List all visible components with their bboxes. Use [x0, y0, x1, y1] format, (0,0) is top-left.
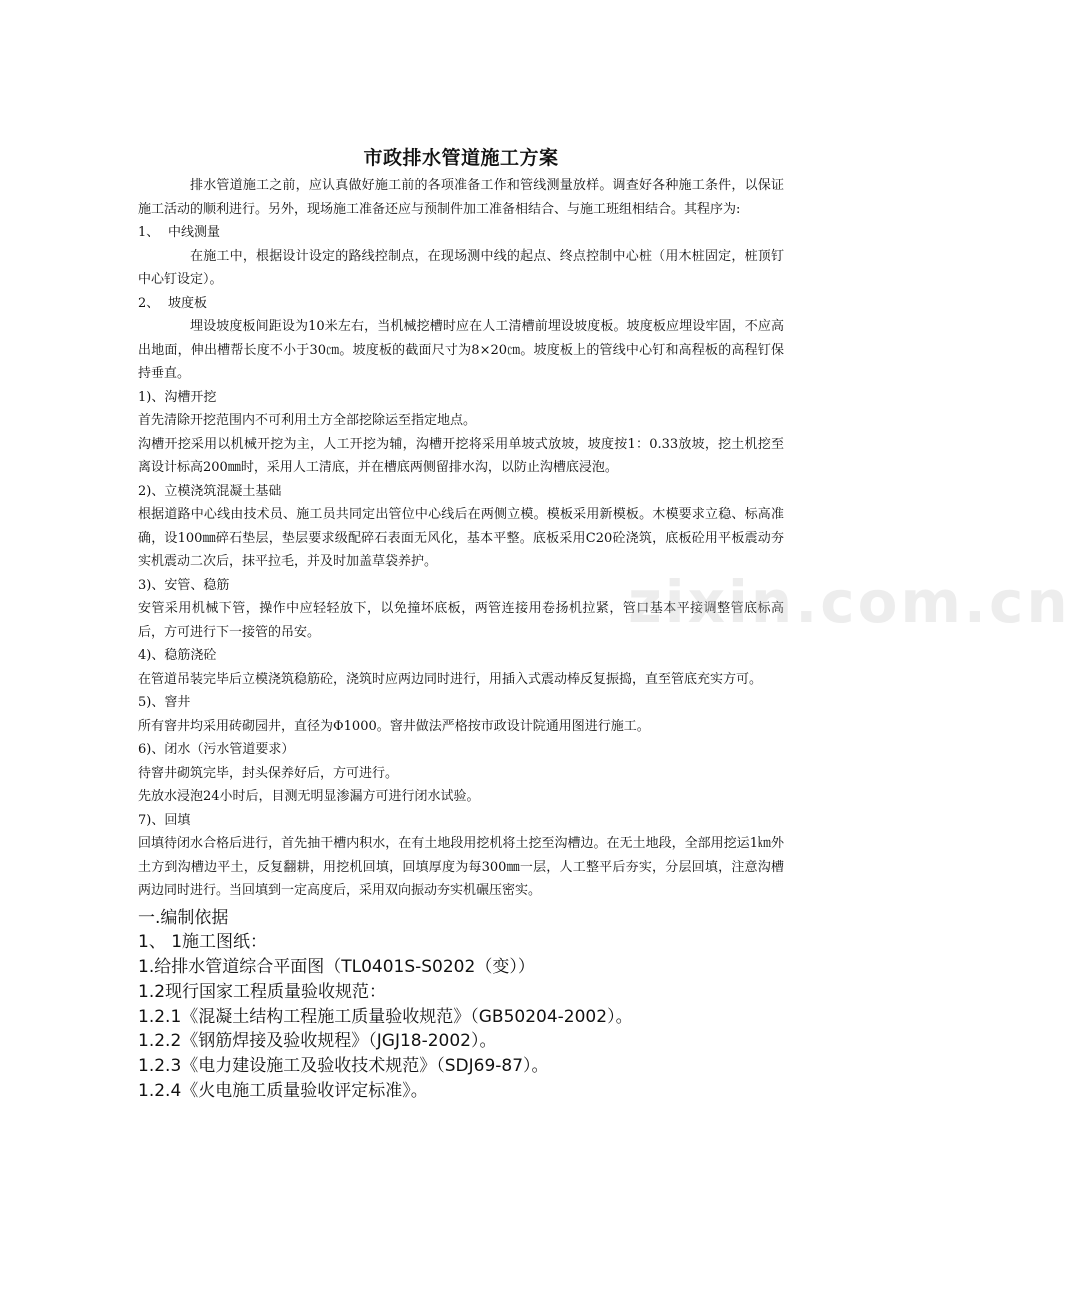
section-number: 2、: [138, 295, 160, 311]
basis-item: 1.2.3《电力建设施工及验收技术规范》（SDJ69-87）。: [138, 1056, 549, 1077]
step-heading: 5)、窨井: [138, 695, 191, 710]
section-body: 埋设坡度板间距设为10米左右，当机械挖槽时应在人工清槽前埋设坡度板。坡度板应埋设牢固，不应高出地面，伸出槽帮长度不小于30㎝。坡度板的截面尺寸为8×20㎝。坡度板上的管线中心钉和高程板的高程钉保持垂直。: [138, 319, 784, 381]
basis-item: 1.2.1《混凝土结构工程施工质量验收规范》（GB50204-2002）。: [138, 1006, 633, 1027]
basis-item: 1.2.2《钢筋焊接及验收规程》（JGJ18-2002）。: [138, 1031, 497, 1052]
step-paragraph: 待窨井砌筑完毕，封头保养好后，方可进行。: [138, 765, 399, 781]
basis-item: 1、 1施工图纸：: [138, 932, 268, 953]
basis-item: 1.2现行国家工程质量验收规范：: [138, 981, 387, 1002]
step-paragraph: 根据道路中心线由技术员、施工员共同定出管位中心线后在两侧立模。模板采用新模板。木模要求立稳、标高准确，设100㎜碎石垫层，垫层要求级配碎石表面无风化，基本平整。底板采用C20砼浇筑，底板砼用平板震动夯实机震动二次后，抹平拉毛，并及时加盖草袋养护。: [138, 507, 784, 569]
step-paragraph: 所有窨井均采用砖砌园井，直径为Φ1000。窨井做法严格按市政设计院通用图进行施工。: [138, 718, 650, 734]
section-heading: [138, 221, 784, 245]
step-paragraph: 回填待闭水合格后进行，首先抽干槽内积水，在有土地段用挖机将土挖至沟槽边。在无土地段，全部用挖运1㎞外土方到沟槽边平土，反复翻耕，用挖机回填，回填厚度为每300㎜一层，人工整平后夯实，分层回填，注意沟槽两边同时进行。当回填到一定高度后，采用双向振动夯实机碾压密实。: [138, 836, 784, 898]
document-title: 市政排水管道施工方案: [363, 147, 559, 169]
step-heading: 3)、安管、稳筋: [138, 577, 230, 593]
basis-item: 1.给排水管道综合平面图（TL0401S-S0202（变））: [138, 957, 535, 978]
watermark: zixin.com.cn: [628, 568, 1071, 636]
step-paragraph: 安管采用机械下管，操作中应轻轻放下，以免撞坏底板，两管连接用卷扬机拉紧，管口基本平接调整管底标高后，方可进行下一接管的吊安。: [138, 601, 784, 640]
step-paragraph: 在管道吊装完毕后立模浇筑稳筋砼，浇筑时应两边同时进行，用插入式震动棒反复振捣，直至管底充实方可。: [138, 671, 763, 687]
section-heading-text: 中线测量: [168, 225, 221, 240]
intro-paragraph: 排水管道施工之前，应认真做好施工前的各项准备工作和管线测量放样。调查好各种施工条件，以保证施工活动的顺利进行。另外，现场施工准备还应与预制件加工准备相结合、与施工班组相结合。其程序为:: [138, 178, 784, 217]
section-body: 在施工中，根据设计设定的路线控制点，在现场测中线的起点、终点控制中心桩（用木桩固定，桩顶钉中心钉设定）。: [138, 248, 784, 287]
step-heading: 2)、立模浇筑混凝土基础: [138, 483, 282, 499]
section-heading-text: 坡度板: [168, 295, 208, 311]
section-heading: [138, 292, 784, 316]
basis-item: 1.2.4《火电施工质量验收评定标准》。: [138, 1081, 428, 1102]
step-paragraph: 沟槽开挖采用以机械开挖为主，人工开挖为辅，沟槽开挖将采用单坡式放坡，坡度按1：0.33放坡，挖土机挖至离设计标高200㎜时，采用人工清底，并在槽底两侧留排水沟，以防止沟槽底浸泡。: [138, 436, 784, 475]
section-number: 1、: [138, 225, 160, 240]
step-heading: 4)、稳筋浇砼: [138, 648, 217, 663]
step-paragraph: 首先清除开挖范围内不可利用土方全部挖除运至指定地点。: [138, 413, 477, 428]
basis-heading: 一.编制依据: [138, 907, 229, 928]
step-paragraph: 先放水浸泡24小时后，目测无明显渗漏方可进行闭水试验。: [138, 789, 480, 804]
document-page: [138, 144, 784, 1104]
basis-list: [138, 906, 784, 1104]
step-heading: 7)、回填: [138, 812, 191, 828]
step-heading: 6)、闭水（污水管道要求）: [138, 742, 295, 757]
step-heading: 1)、沟槽开挖: [138, 389, 217, 405]
